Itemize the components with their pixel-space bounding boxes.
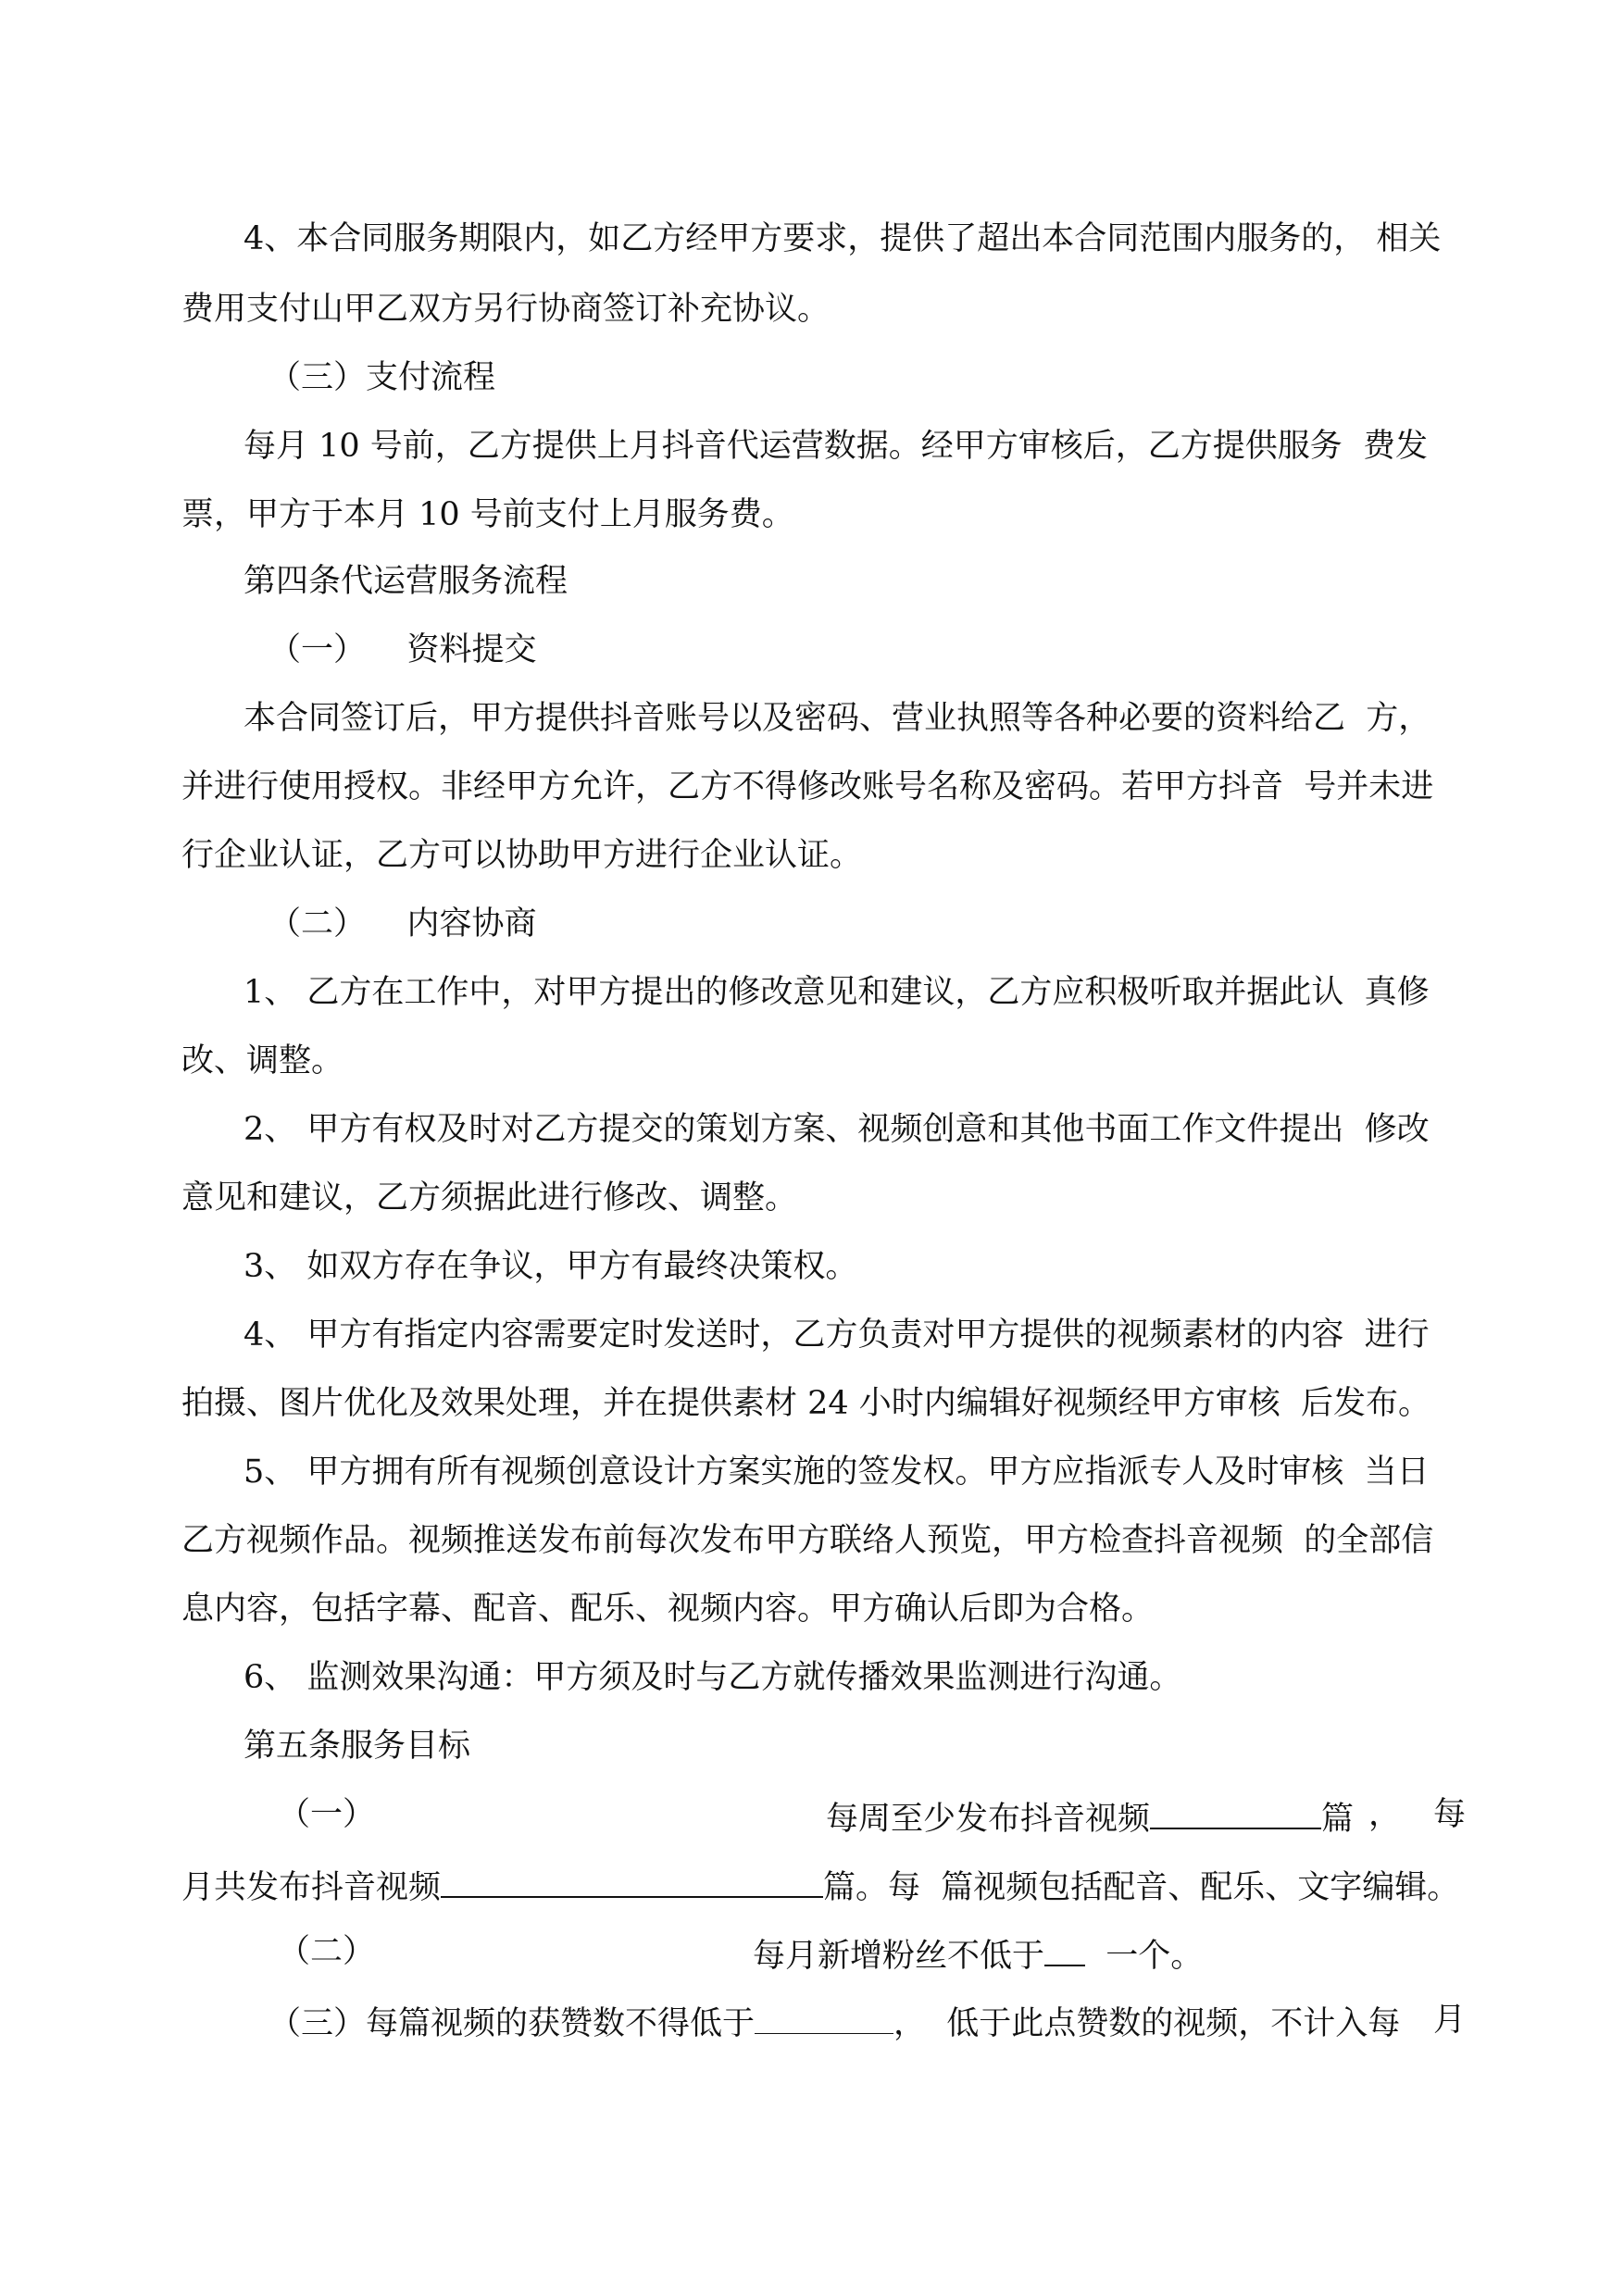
- list-item-line: 5、 甲方拥有所有视频创意设计方案实施的签发权。甲方应指派专人及时审核 当日: [244, 1454, 1430, 1491]
- blank-underline: [441, 1865, 823, 1898]
- paragraph-line: 费用支付山甲乙双方另行协商签订补充协议。: [181, 291, 831, 328]
- goal-text: （三）每篇视频的获赞数不得低于 ， 低于此点赞数的视频，不计入每: [269, 2002, 1400, 2042]
- list-item-line: 乙方视频作品。视频推送发布前每次发布甲方联络人预览，甲方检查抖音视频 的全部信: [181, 1522, 1434, 1559]
- goal-punct: ，: [1368, 1796, 1402, 1833]
- list-item-line: 3、 如双方存在争议，甲方有最终决策权。: [244, 1248, 858, 1285]
- article-heading: 第四条代运营服务流程: [244, 563, 568, 600]
- list-item-line: 4、 甲方有指定内容需要定时发送时，乙方负责对甲方提供的视频素材的内容 进行: [244, 1316, 1430, 1354]
- paragraph-line: 并进行使用授权。非经甲方允许，乙方不得修改账号名称及密码。若甲方抖音 号并未进: [181, 768, 1434, 805]
- paragraph-line: 每月 10 号前，乙方提供上月抖音代运营数据。经甲方审核后，乙方提供服务 费发: [244, 428, 1429, 465]
- list-item-line: 1、 乙方在工作中，对甲方提出的修改意见和建议，乙方应积极听取并据此认 真修: [244, 974, 1430, 1011]
- section-heading: （三）支付流程: [269, 359, 496, 396]
- goal-number: （二）: [278, 1933, 376, 1970]
- goal-text: 月共发布抖音视频 篇。每 篇视频包括配音、配乐、文字编辑。: [181, 1865, 1459, 1906]
- goal-number: （一）: [278, 1796, 376, 1833]
- paragraph-line: 票，甲方于本月 10 号前支付上月服务费。: [181, 496, 794, 533]
- section-heading: （二） 内容协商: [269, 905, 537, 942]
- list-item-line: 6、 监测效果沟通：甲方须及时与乙方就传播效果监测进行沟通。: [244, 1659, 1182, 1696]
- paragraph-line: 本合同签订后，甲方提供抖音账号以及密码、营业执照等各种必要的资料给乙 方，: [244, 700, 1431, 737]
- article-heading: 第五条服务目标: [244, 1728, 471, 1765]
- paragraph-line: 行企业认证，乙方可以协助甲方进行企业认证。: [181, 837, 863, 874]
- blank-underline: [1044, 1933, 1085, 1966]
- goal-text: 月: [1433, 2002, 1467, 2039]
- section-heading: （一） 资料提交: [269, 631, 537, 668]
- list-item-line: 意见和建议，乙方须据此进行修改、调整。: [181, 1179, 798, 1217]
- blank-underline: [755, 2002, 893, 2034]
- blank-underline: [1150, 1796, 1321, 1829]
- goal-text: 每周至少发布抖音视频 篇: [826, 1796, 1354, 1838]
- list-item-line: 改、调整。: [181, 1042, 344, 1079]
- paragraph-line: 4、本合同服务期限内，如乙方经甲方要求，提供了超出本合同范围内服务的， 相关: [244, 220, 1442, 257]
- list-item-line: 息内容，包括字幕、配音、配乐、视频内容。甲方确认后即为合格。: [181, 1591, 1155, 1628]
- goal-text: 每月新增粉丝不低于 一个。: [753, 1933, 1203, 1975]
- goal-text: 每: [1433, 1796, 1467, 1833]
- list-item-line: 2、 甲方有权及时对乙方提交的策划方案、视频创意和其他书面工作文件提出 修改: [244, 1111, 1430, 1148]
- list-item-line: 拍摄、图片优化及效果处理，并在提供素材 24 小时内编辑好视频经甲方审核 后发布。: [181, 1385, 1431, 1422]
